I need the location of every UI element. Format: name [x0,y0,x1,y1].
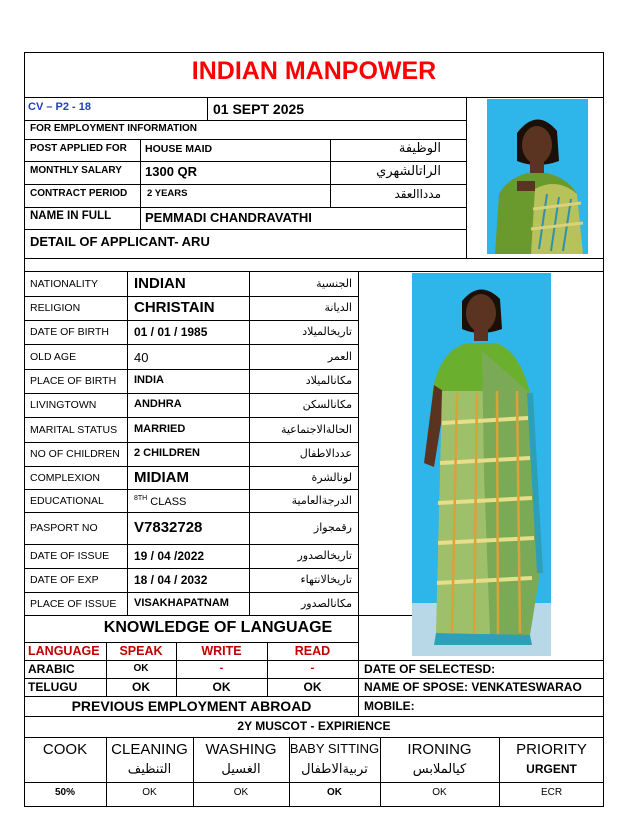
detail-label: PLACE OF ISSUE [30,597,117,610]
detail-value: ANDHRA [134,398,182,410]
skill-value: 50% [54,787,75,798]
contract-label: CONTRACT PERIOD [30,188,128,199]
post-applied-arabic: الوظيفة [398,141,441,156]
detail-value-sup: 8TH [134,494,148,502]
detail-arabic: تاريخالانتهاء [300,573,352,586]
lang-header-read: READ [294,644,331,658]
detail-value: 2 CHILDREN [134,447,201,459]
arabic-write: - [219,662,224,674]
skill-header: IRONING [407,741,472,758]
detail-label: PLACE OF BIRTH [30,375,117,387]
detail-arabic: تاريخالصدور [297,549,352,562]
salary-arabic: الراتالشهري [376,164,441,179]
contract-arabic: مدداالعقد [394,187,441,201]
detail-label: COMPLEXION [30,471,101,484]
applicant-full-photo [412,273,551,656]
detail-label: NATIONALITY [30,278,99,290]
skill-arabic: الغسيل [221,762,261,777]
detail-label: RELIGION [30,302,81,314]
skill-value: ECR [540,787,563,798]
detail-label: DATE OF BIRTH [30,326,109,338]
lang-header-speak: SPEAK [119,644,163,658]
language-title: KNOWLEDGE OF LANGUAGE [103,619,333,636]
skill-header: CLEANING [111,741,188,758]
detail-value: V7832728 [134,519,203,536]
detail-value: 19 / 04 /2022 [134,549,205,563]
detail-value: VISAKHAPATNAM [134,596,229,609]
previous-employment-title: PREVIOUS EMPLOYMENT ABROAD [71,698,312,714]
lang-row-arabic: ARABIC [28,662,75,676]
skill-arabic: التنظيف [127,762,172,777]
detail-label: NO OF CHILDREN [30,448,120,460]
detail-value: 01 / 01 / 1985 [134,325,208,339]
lang-row-telugu: TELUGU [28,680,78,694]
lang-header-language: LANGUAGE [28,644,100,658]
detail-arabic: لونالشرة [311,470,352,484]
detail-header: DETAIL OF APPLICANT- ARU [30,234,210,249]
detail-arabic: الجنسية [316,277,352,290]
lang-header-write: WRITE [201,644,242,658]
form-date: 01 SEPT 2025 [213,101,305,117]
skill-header: PRIORITY [516,741,587,758]
detail-arabic: الدرجةالعامية [291,493,352,507]
previous-employment-value: 2Y MUSCOT - EXPIRIENCE [237,719,391,733]
detail-arabic: تاريخالميلاد [302,325,352,338]
detail-label: OLD AGE [30,350,77,363]
detail-label: DATE OF ISSUE [30,550,110,562]
post-applied-value: HOUSE MAID [145,143,213,155]
detail-arabic: مكانالسكن [302,398,352,411]
skill-arabic: URGENT [526,762,577,776]
telugu-write: OK [212,680,231,694]
contract-value: 2 YEARS [147,188,188,199]
skill-arabic: تربيةالاطفال [301,762,368,777]
cv-code: CV – P2 - 18 [28,101,91,113]
skill-value: OK [432,787,447,798]
mobile: MOBILE: [364,699,415,713]
detail-value: 18 / 04 / 2032 [134,573,208,587]
detail-arabic: رقمجواز [313,521,352,534]
detail-value: INDIAN [134,275,186,292]
detail-value: CHRISTAIN [134,299,215,316]
skill-value: OK [233,787,249,798]
detail-label: MARITAL STATUS [30,423,118,436]
detail-arabic: الحالةالاجتماعية [280,422,352,436]
date-selected: DATE OF SELECTESD: [364,662,496,676]
name-value: PEMMADI CHANDRAVATHI [145,210,312,225]
post-applied-label: POST APPLIED FOR [30,143,127,154]
salary-label: MONTHLY SALARY [30,165,122,176]
skill-header: WASHING [205,741,277,758]
detail-value: MARRIED [134,422,186,435]
detail-arabic: مكانالميلاد [305,374,352,387]
detail-arabic: العمر [327,349,352,363]
skill-header: COOK [42,741,88,758]
applicant-portrait [487,99,588,254]
telugu-speak: OK [132,680,150,694]
page-title: INDIAN MANPOWER [191,57,437,85]
salary-value: 1300 QR [145,164,198,179]
detail-value: 40 [134,349,149,365]
detail-arabic: الديانة [324,301,352,314]
spouse-name: NAME OF SPOSE: VENKATESWARAO [364,680,582,694]
name-label: NAME IN FULL [30,210,112,222]
detail-label: EDUCATIONAL [30,494,104,507]
detail-value: INDIA [134,374,164,386]
skill-value: OK [142,787,157,798]
arabic-speak: OK [133,663,149,674]
skill-arabic: كيالملابس [412,762,467,777]
detail-arabic: عددالاطفال [299,447,352,460]
detail-arabic: مكانالصدور [300,596,352,610]
detail-value [134,495,186,508]
skill-header: BABY SITTING [289,741,380,756]
detail-label: LIVINGTOWN [30,399,97,411]
employment-info-header: FOR EMPLOYMENT INFORMATION [30,123,198,134]
detail-label: PASPORT NO [30,522,98,534]
detail-label: DATE OF EXP [30,574,99,586]
detail-value-text: CLASS [147,495,187,508]
arabic-read: - [310,662,315,674]
telugu-read: OK [303,680,322,694]
skill-value: OK [327,787,342,798]
detail-value: MIDIAM [134,468,189,486]
